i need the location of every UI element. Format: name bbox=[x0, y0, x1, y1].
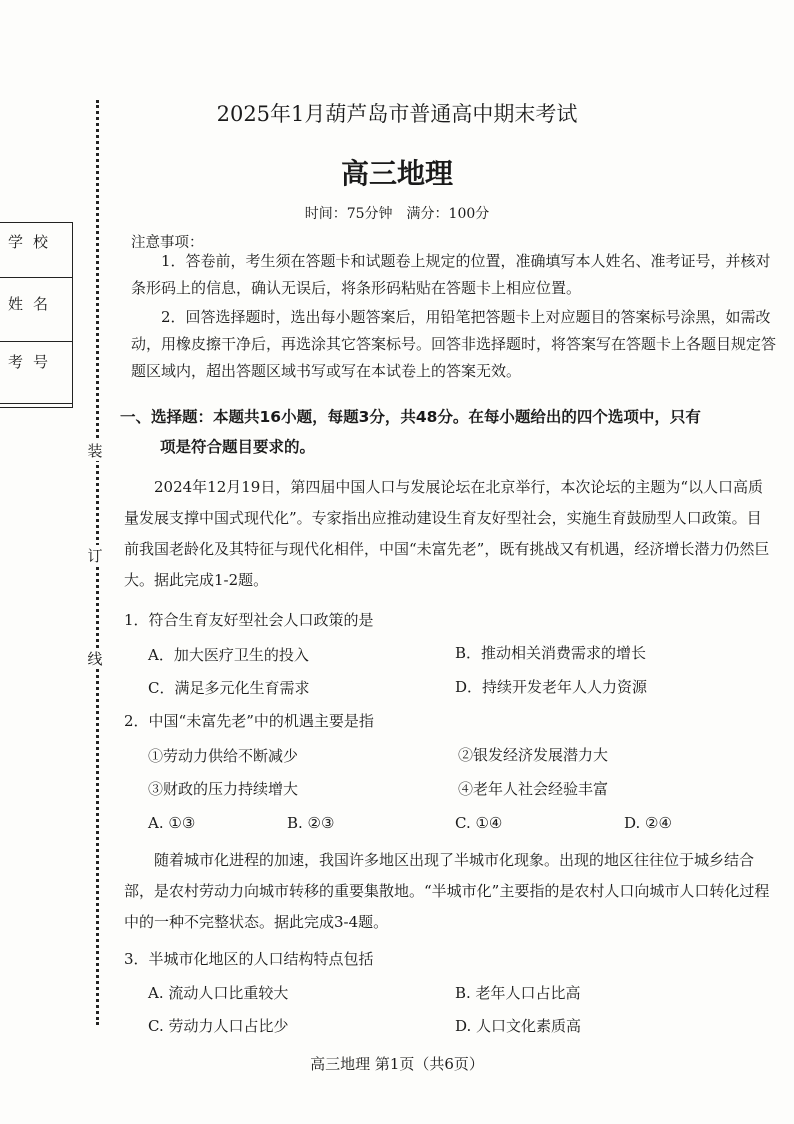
question-1-stem: 1．符合生育友好型社会人口政策的是 bbox=[124, 611, 374, 629]
notice-item-1: 1．答卷前，考生须在答题卡和试题卷上规定的位置，准确填写本人姓名、准考证号，并核对条形码上的信息，确认无误后，将条形码粘贴在答题卡上相应位置。 bbox=[131, 252, 771, 297]
info-row-name bbox=[0, 315, 72, 342]
question-1-option-a[interactable]: A．加大医疗卫生的投入 bbox=[148, 646, 309, 664]
binding-char-xian: 线 bbox=[84, 648, 106, 669]
exam-title: 2025年1月葫芦岛市普通高中期末考试 bbox=[216, 102, 578, 126]
question-3-option-a[interactable]: A. 流动人口比重较大 bbox=[148, 984, 289, 1002]
question-3-option-d[interactable]: D. 人口文化素质高 bbox=[455, 1017, 582, 1035]
notice-heading: 注意事项： bbox=[131, 235, 204, 251]
question-3-option-b[interactable]: B. 老年人口占比高 bbox=[455, 984, 581, 1002]
question-2-option-a[interactable]: A. ①③ bbox=[148, 814, 196, 832]
material-1: 2024年12月19日，第四届中国人口与发展论坛在北京举行，本次论坛的主题为“以人口高质量发展支撑中国式现代化”。专家指出应推动建设生育友好型社会，实施生育鼓励型人口政策。目前我国老龄化及其特征与现代化相伴，中国“未富先老”，既有挑战又有机遇，经济增长潜力仍然巨大。据此完成1-2题。 bbox=[124, 478, 770, 589]
question-1-option-c[interactable]: C．满足多元化生育需求 bbox=[148, 679, 310, 697]
binding-char-ding: 订 bbox=[84, 545, 106, 566]
question-1-option-b[interactable]: B．推动相关消费需求的增长 bbox=[455, 644, 647, 662]
notice-item-2: 2．回答选择题时，选出每小题答案后，用铅笔把答题卡上对应题目的答案标号涂黑，如需改动，用橡皮擦干净后，再选涂其它答案标号。回答非选择题时，将答案写在答题卡上各题目规定答题区域内，超出答题区域书写或写在本试卷上的答案无效。 bbox=[131, 308, 777, 380]
time-score: 时间：75分钟 满分：100分 bbox=[304, 206, 490, 222]
question-3-stem: 3．半城市化地区的人口结构特点包括 bbox=[124, 950, 374, 968]
section-heading-line1: 一、选择题：本题共16小题，每题3分，共48分。在每小题给出的四个选项中，只有 bbox=[120, 408, 701, 426]
info-row-id bbox=[0, 377, 72, 404]
info-label-name: 姓名 bbox=[8, 295, 59, 313]
info-row-school bbox=[0, 251, 72, 278]
info-label-school: 学校 bbox=[8, 233, 59, 251]
question-3-option-c[interactable]: C. 劳动力人口占比少 bbox=[148, 1017, 289, 1035]
question-2-item-4: ④老年人社会经验丰富 bbox=[458, 780, 609, 798]
question-2-option-c[interactable]: C. ①④ bbox=[455, 814, 503, 832]
section-heading bbox=[120, 402, 780, 462]
question-2-item-1: ①劳动力供给不断减少 bbox=[148, 747, 299, 765]
section-heading-line2: 项是符合题目要求的。 bbox=[160, 438, 316, 456]
question-1-option-d[interactable]: D．持续开发老年人人力资源 bbox=[455, 678, 648, 696]
page-footer: 高三地理 第1页（共6页） bbox=[310, 1055, 484, 1073]
subject-title: 高三地理 bbox=[340, 157, 453, 190]
question-2-stem: 2．中国“未富先老”中的机遇主要是指 bbox=[124, 712, 374, 730]
material-2: 随着城市化进程的加速，我国许多地区出现了半城市化现象。出现的地区往往位于城乡结合部，是农村劳动力向城市转移的重要集散地。“半城市化”主要指的是农村人口向城市人口转化过程中的一种不完整状态。据此完成3-4题。 bbox=[124, 851, 770, 931]
binding-char-zhuang: 装 bbox=[84, 440, 106, 461]
question-2-option-d[interactable]: D. ②④ bbox=[624, 814, 672, 832]
question-2-option-b[interactable]: B. ②③ bbox=[287, 814, 335, 832]
student-info-box bbox=[0, 222, 73, 408]
question-2-item-2: ②银发经济发展潜力大 bbox=[458, 746, 609, 764]
question-2-item-3: ③财政的压力持续增大 bbox=[148, 780, 299, 798]
info-label-id: 考号 bbox=[8, 353, 59, 371]
